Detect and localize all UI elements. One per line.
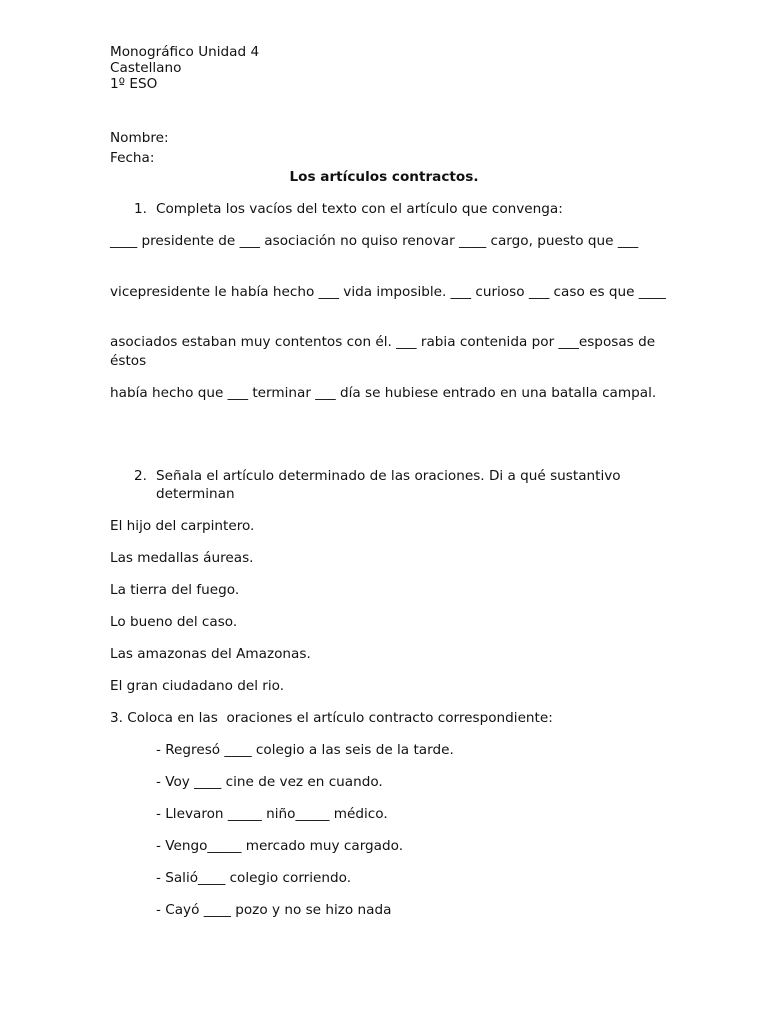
exercise-2-sentence: El gran ciudadano del rio. <box>110 678 285 694</box>
exercise-3-item: - Regresó ____ colegio a las seis de la tarde. <box>156 742 454 758</box>
exercise-1-paragraph: asociados estaban muy contentos con él. ___ rabia contenida por ___esposas de éstos <box>110 334 660 369</box>
exercise-2-sentence: Las amazonas del Amazonas. <box>110 646 311 662</box>
date-label: Fecha: <box>110 150 155 166</box>
exercise-3-instruction: 3. Coloca en las oraciones el artículo contracto correspondiente: <box>110 710 553 726</box>
exercise-3-item: - Salió____ colegio corriendo. <box>156 870 352 886</box>
exercise-3-item: - Voy ____ cine de vez en cuando. <box>156 774 383 790</box>
document-header <box>110 44 259 92</box>
exercise-1-text: Completa los vacíos del texto con el artículo que convenga: <box>156 201 563 217</box>
exercise-2-text: Señala el artículo determinado de las oraciones. Di a qué sustantivo determinan <box>156 468 625 502</box>
exercise-3-item: - Vengo_____ mercado muy cargado. <box>156 838 404 854</box>
name-label: Nombre: <box>110 130 169 146</box>
exercise-2-number: 2. <box>134 468 147 484</box>
exercise-1-paragraph: ____ presidente de ___ asociación no quiso renovar ____ cargo, puesto que ___ <box>110 233 639 249</box>
header-subject: Castellano <box>110 60 182 76</box>
exercise-1-paragraph: vicepresidente le había hecho ___ vida imposible. ___ curioso ___ caso es que ____ <box>110 284 666 300</box>
exercise-2-sentence: La tierra del fuego. <box>110 582 240 598</box>
header-unit: Monográfico Unidad 4 <box>110 44 260 60</box>
exercise-2-sentence: Las medallas áureas. <box>110 550 254 566</box>
page-title: Los artículos contractos. <box>289 169 479 185</box>
exercise-3-item: - Cayó ____ pozo y no se hizo nada <box>156 902 392 918</box>
exercise-1-number: 1. <box>134 201 147 217</box>
exercise-2-sentence: El hijo del carpintero. <box>110 518 255 534</box>
exercise-3-item: - Llevaron _____ niño_____ médico. <box>156 806 388 822</box>
exercise-1-paragraph: había hecho que ___ terminar ___ día se hubiese entrado en una batalla campal. <box>110 385 657 401</box>
header-grade: 1º ESO <box>110 76 158 92</box>
exercise-2-sentence: Lo bueno del caso. <box>110 614 238 630</box>
